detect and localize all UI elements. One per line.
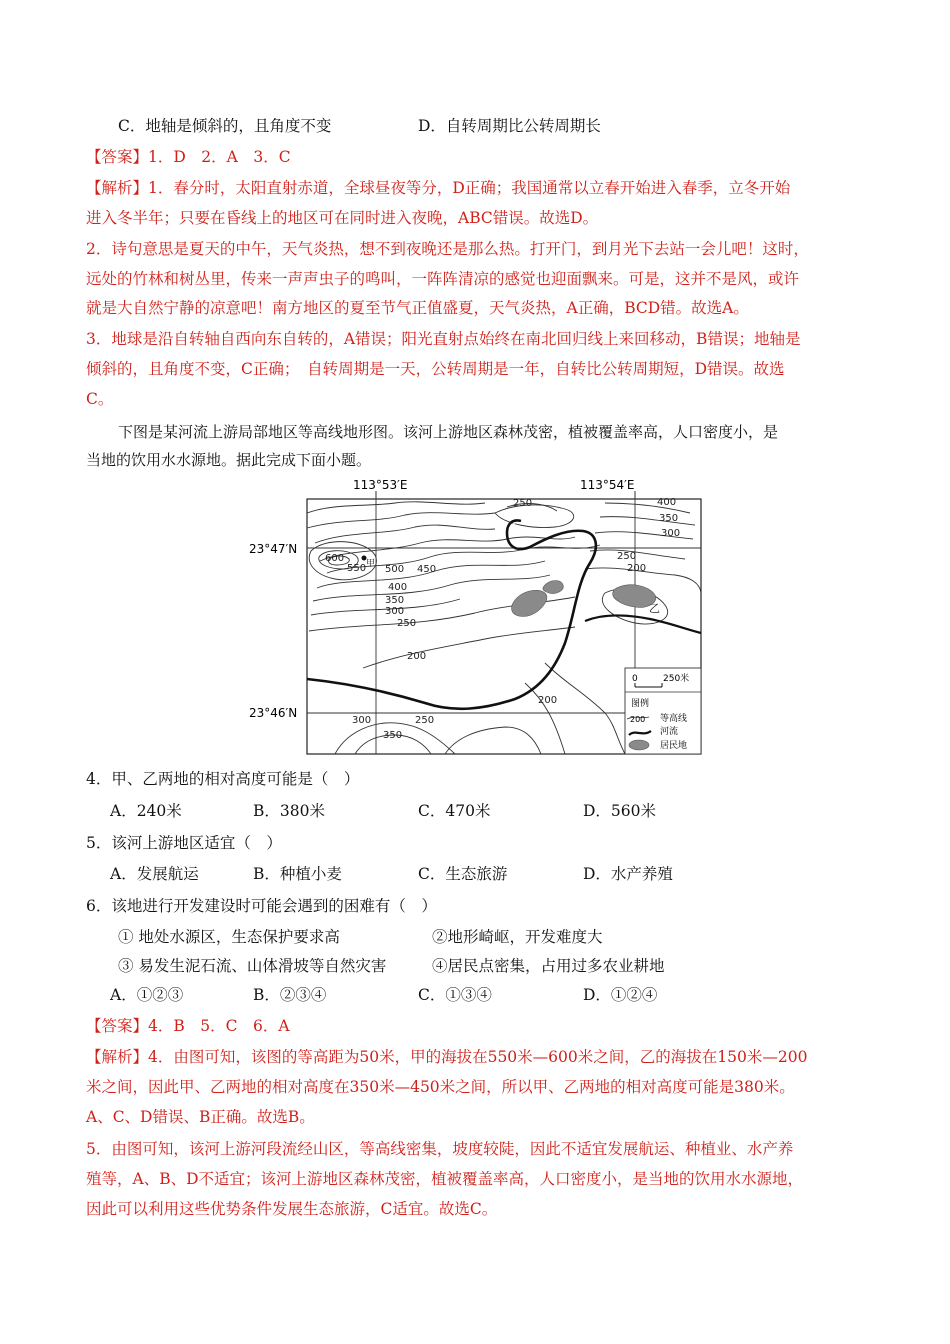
analysis-line: 米之间，因此甲、乙两地的相对高度在350米—450米之间，所以甲、乙两地的相对高度可能是380米。 <box>86 1078 795 1096</box>
contour-label: 200 <box>407 651 427 662</box>
analysis-line: 远处的竹林和树丛里，传来一声声虫子的鸣叫，一阵阵清凉的感觉也迎面飘来。可是，这并不是风，或许 <box>86 270 800 288</box>
lat-bottom-label: 23°46′N <box>249 706 298 720</box>
contour-label: 500 <box>385 564 405 575</box>
legend-title: 图例 <box>631 699 650 709</box>
q5-option-b: B．种植小麦 <box>253 865 342 883</box>
lon-left-label: 113°53′E <box>353 478 408 492</box>
analysis-line: 进入冬半年；只要在昏线上的地区可在同时进入夜晚，ABC错误。故选D。 <box>86 209 599 227</box>
analysis-line: 殖等，A、B、D不适宜；该河上游地区森林茂密，植被覆盖率高，人口密度小，是当地的饮用水水源地， <box>86 1170 804 1188</box>
contour-map-svg <box>245 473 715 759</box>
q5-stem: 5．该河上游地区适宜（ ） <box>86 834 282 852</box>
analysis-line: 因此可以利用这些优势条件发展生态旅游，C适宜。故选C。 <box>86 1200 498 1218</box>
q4-option-d: D．560米 <box>583 802 657 820</box>
intro-line: 当地的饮用水水源地。据此完成下面小题。 <box>86 451 372 469</box>
intro-line: 下图是某河流上游局部地区等高线地形图。该河上游地区森林茂密，植被覆盖率高，人口密度小，是 <box>118 423 779 441</box>
q5-option-a: A．发展航运 <box>110 865 199 883</box>
scale-zero: 0 <box>632 674 638 684</box>
analysis-line: 3．地球是沿自转轴自西向东自转的，A错误；阳光直射点始终在南北回归线上来回移动，B错误；地轴是 <box>86 330 801 348</box>
contour-label: 200 <box>538 695 558 706</box>
contour-label: 250 <box>513 498 533 509</box>
scale-value: 250米 <box>663 674 690 684</box>
location-jia-label: 甲 <box>366 559 376 569</box>
analysis-line: A、C、D错误、B正确。故选B。 <box>86 1108 315 1126</box>
legend-river: 河流 <box>660 727 679 737</box>
contour-label: 550 <box>347 563 367 574</box>
contour-label: 350 <box>385 595 405 606</box>
location-yi-label: 乙 <box>649 602 660 615</box>
contour-label: 350 <box>383 730 403 741</box>
analysis-line: 倾斜的，且角度不变，C正确； 自转周期是一天，公转周期是一年，自转比公转周期短，D错误。故选 <box>86 360 785 378</box>
q4-option-b: B．380米 <box>253 802 325 820</box>
contour-label: 400 <box>657 497 677 508</box>
q6-item: ④居民点密集，占用过多农业耕地 <box>432 957 665 975</box>
analysis-line: C。 <box>86 390 114 408</box>
q6-item: ③ 易发生泥石流、山体滑坡等自然灾害 <box>118 957 387 975</box>
legend-contour-sample: 200 <box>630 715 646 724</box>
contour-label: 300 <box>661 528 681 539</box>
contour-label: 450 <box>417 564 437 575</box>
q6-item: ②地形崎岖，开发难度大 <box>432 928 603 946</box>
q6-option-b: B．②③④ <box>253 986 327 1004</box>
analysis-line: 【解析】1．春分时，太阳直射赤道，全球昼夜等分，D正确；我国通常以立春开始进入春季，立冬开始 <box>86 179 791 197</box>
q5-option-c: C．生态旅游 <box>418 865 508 883</box>
map-legend <box>625 668 701 754</box>
q6-option-c: C．①③④ <box>418 986 492 1004</box>
q6-option-d: D．①②④ <box>583 986 658 1004</box>
q6-item: ① 地处水源区，生态保护要求高 <box>118 928 340 946</box>
analysis-line: 5．由图可知，该河上游河段流经山区，等高线密集，坡度较陡，因此不适宜发展航运、种植业、水产养 <box>86 1140 794 1158</box>
contour-label: 400 <box>388 582 408 593</box>
analysis-line: 【解析】4．由图可知，该图的等高距为50米，甲的海拔在550米—600米之间，乙的海拔在150米—200 <box>86 1048 808 1066</box>
q6-option-a: A．①②③ <box>110 986 184 1004</box>
lon-right-label: 113°54′E <box>580 478 635 492</box>
contour-label: 300 <box>352 715 372 726</box>
legend-settlement: 居民地 <box>660 741 688 751</box>
contour-label: 250 <box>397 618 417 629</box>
q4-option-c: C．470米 <box>418 802 491 820</box>
legend-contour: 等高线 <box>660 714 688 724</box>
contour-map <box>245 473 715 759</box>
contour-label: 200 <box>627 563 647 574</box>
contour-label: 300 <box>385 606 405 617</box>
q4-option-a: A．240米 <box>110 802 182 820</box>
contour-label: 600 <box>325 553 345 564</box>
answer-4-6: 【答案】4．B 5．C 6．A <box>86 1017 290 1035</box>
answer-1-3: 【答案】1．D 2．A 3．C <box>86 148 291 166</box>
contour-label: 250 <box>617 551 637 562</box>
q5-option-d: D．水产养殖 <box>583 865 673 883</box>
q3-option-c: C．地轴是倾斜的，且角度不变 <box>118 117 332 135</box>
analysis-line: 2．诗句意思是夏天的中午，天气炎热，想不到夜晚还是那么热。打开门，到月光下去站一会儿吧！这时， <box>86 240 809 258</box>
contour-label: 350 <box>659 513 679 524</box>
q3-option-d: D．自转周期比公转周期长 <box>418 117 601 135</box>
contour-label: 250 <box>415 715 435 726</box>
q4-stem: 4．甲、乙两地的相对高度可能是（ ） <box>86 770 360 788</box>
lat-top-label: 23°47′N <box>249 542 298 556</box>
q6-stem: 6．该地进行开发建设时可能会遇到的困难有（ ） <box>86 897 437 915</box>
analysis-line: 就是大自然宁静的凉意吧！南方地区的夏至节气正值盛夏，天气炎热，A正确，BCD错。故选A。 <box>86 299 749 317</box>
